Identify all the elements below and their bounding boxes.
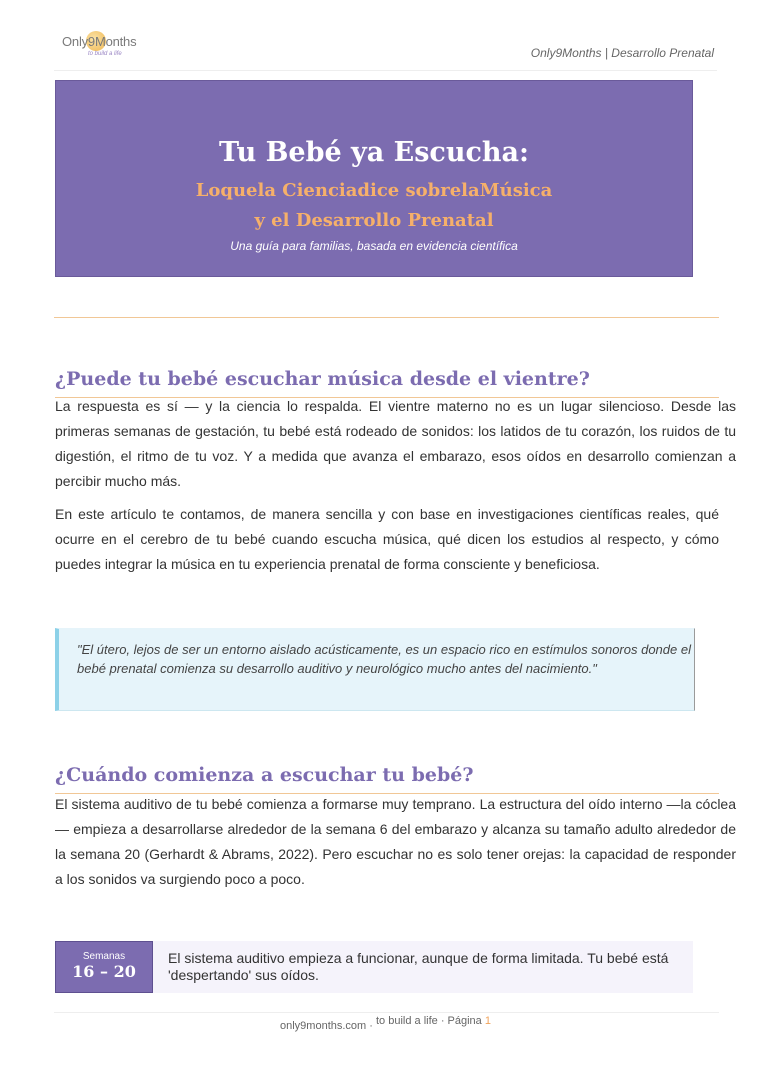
section-divider — [54, 317, 719, 318]
hero-title: Tu Bebé ya Escucha: — [218, 137, 530, 168]
footer-site-link[interactable]: only9months.com · — [280, 1020, 373, 1032]
timeline-week-label: Semanas — [82, 951, 126, 962]
hero-banner — [55, 80, 693, 277]
timeline-week-badge — [55, 941, 153, 993]
hero-subtitle-line2: y el Desarrollo Prenatal — [254, 210, 494, 231]
hero-subtitle — [56, 176, 692, 236]
hero-subtitle-line1: Loquela Cienciadice sobrelaMúsica — [195, 180, 553, 201]
timeline-description: El sistema auditivo empieza a funcionar, aunque de forma limitada. Tu bebé está 'despertando' sus oídos. — [168, 950, 669, 983]
timeline-week-range: 16 – 20 — [72, 962, 136, 981]
brand-logo — [62, 34, 162, 64]
logo-text: Only9Months — [62, 34, 137, 49]
timeline-item — [55, 941, 693, 993]
section2-paragraph-1: El sistema auditivo de tu bebé comienza a formarse muy temprano. La estructura del oído interno —la cóclea— empieza a desarrollarse alrededor de la semana 6 del embarazo y alcanza su tamaño adulto alrededor de la semana 20 (Gerhardt & Abrams, 2022). Pero escuchar no es solo tener orejas: la capacidad de responder a los sonidos va surgiendo poco a poco. — [55, 796, 736, 887]
pull-quote: "El útero, lejos de ser un entorno aislado acústicamente, es un espacio rico en estímulos sonoros donde el bebé prenatal comienza su desarrollo auditivo y neurológico mucho antes del nacimiento." — [55, 628, 695, 711]
footer-divider — [54, 1012, 719, 1013]
section1-heading: ¿Puede tu bebé escuchar música desde el vientre? — [55, 368, 590, 390]
footer-page-number: 1 — [484, 1015, 491, 1027]
page-footer — [0, 1015, 771, 1032]
section2-heading: ¿Cuándo comienza a escuchar tu bebé? — [55, 764, 474, 786]
header-title: Only9Months | Desarrollo Prenatal — [530, 46, 714, 60]
header-divider — [54, 70, 717, 71]
hero-note: Una guía para familias, basada en evidencia científica — [230, 239, 518, 253]
section1-paragraph-2: En este artículo te contamos, de manera sencilla y con base en investigaciones científicas reales, qué ocurre en el cerebro de tu bebé cuando escucha música, qué dicen los estudios al respecto, y cómo puedes integrar la música en tu experiencia prenatal de forma consciente y beneficiosa. — [55, 506, 719, 572]
footer-tagline: to build a life · Página — [376, 1015, 482, 1027]
logo-tagline: to build a life — [88, 51, 122, 57]
section1-paragraph-1: La respuesta es sí — y la ciencia lo respalda. El vientre materno no es un lugar silencioso. Desde las primeras semanas de gestación, tu bebé está rodeado de sonidos: los latidos de tu corazón, los ruidos de tu digestión, el ritmo de tu voz. Y a medida que avanza el embarazo, esos oídos en desarrollo comienzan a percibir mucho más. — [55, 398, 736, 489]
